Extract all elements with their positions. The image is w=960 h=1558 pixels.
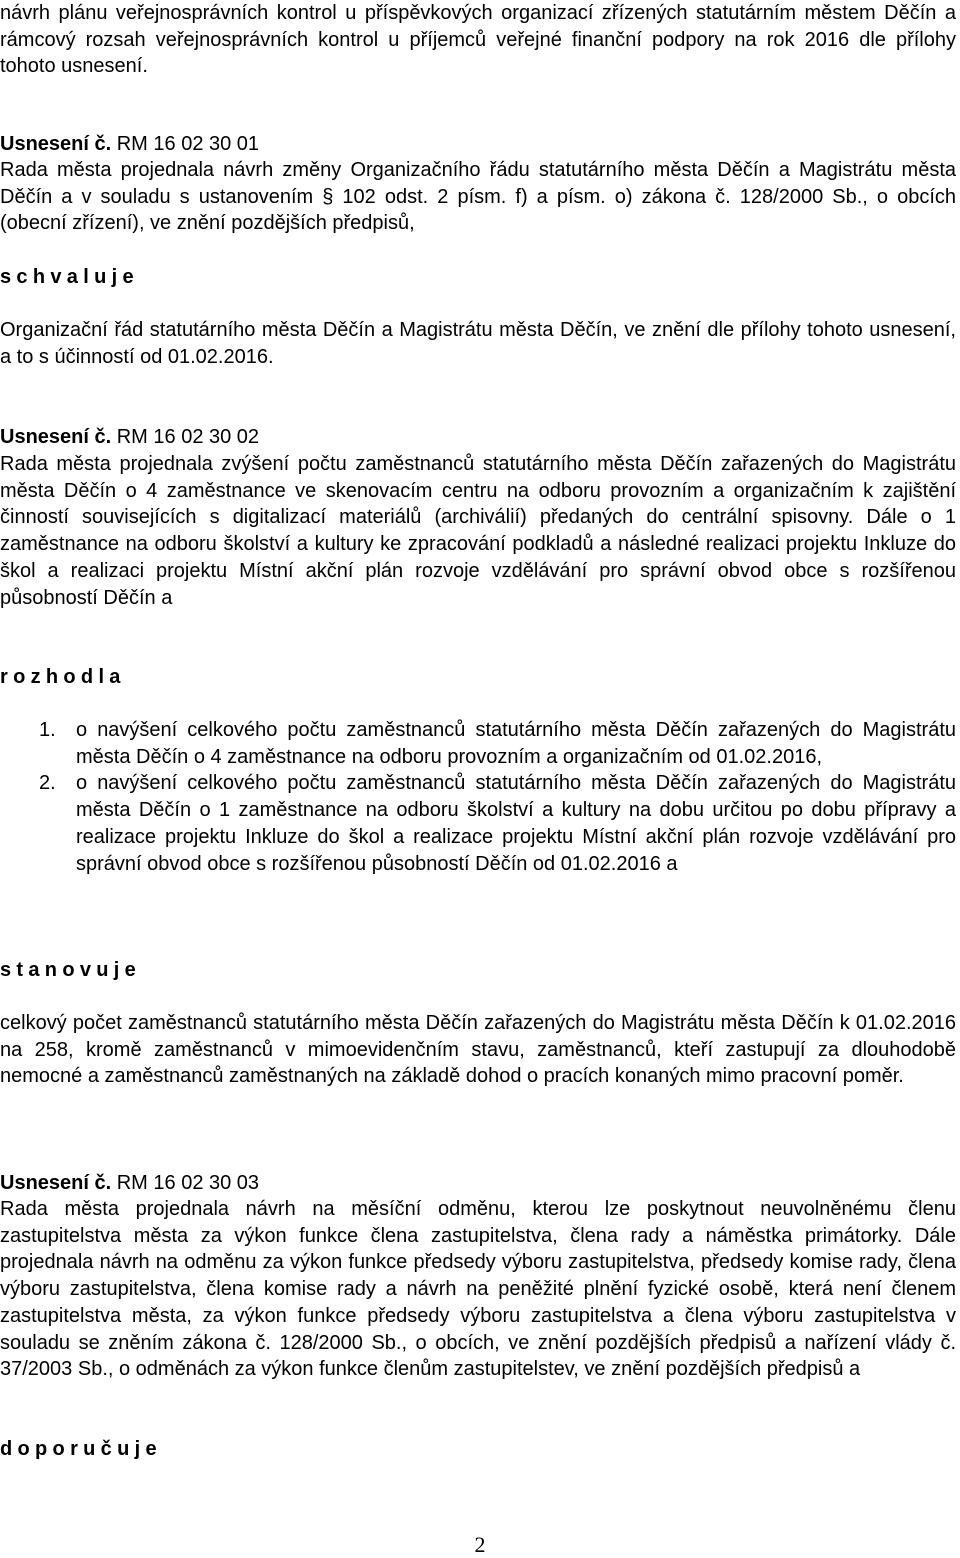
list-item <box>0 717 956 770</box>
verb-schvaluje: schvaluje <box>0 266 139 288</box>
resolution-heading-1 <box>0 131 259 157</box>
verb-doporucuje: doporučuje <box>0 1438 162 1460</box>
resolution-label: Usnesení č. <box>0 133 112 155</box>
resolution-heading-2 <box>0 424 259 450</box>
decision-list <box>0 717 956 877</box>
resolution-body-3: Rada města projednala návrh na měsíční odměnu, kterou lze poskytnout neuvolněnému členu zastupitelstva města za výkon funkce člena zastupitelstva, člena rady a náměstka primátorky. Dále projednala návrh na odměnu za výkon funkce předsedy výboru zastupitelstva, předsedy komise rady, člena výboru zastupitelstva, člena komise rady a návrh na peněžité plnění fyzické osobě, která není členem zastupitelstva města, za výkon funkce předsedy výboru zastupitelstva a člena výboru zastupitelstva v souladu se zněním zákona č. 128/2000 Sb., o obcích, ve znění pozdějších předpisů a nařízení vlády č. 37/2003 Sb., o odměnách za výkon funkce členům zastupitelstev, ve znění pozdějších předpisů a <box>0 1198 956 1381</box>
resolution-number: RM 16 02 30 01 <box>116 133 260 155</box>
resolution-number: RM 16 02 30 02 <box>116 426 260 448</box>
resolution-number: RM 16 02 30 03 <box>116 1172 260 1194</box>
list-item-text: o navýšení celkového počtu zaměstnanců statutárního města Děčín zařazených do Magistrátu města Děčín o 4 zaměstnance na odboru provozním a organizačním od 01.02.2016, <box>76 719 956 768</box>
decision-1: Organizační řád statutárního města Děčín a Magistrátu města Děčín, ve znění dle přílohy tohoto usnesení, a to s účinností od 01.02.2016. <box>0 319 956 368</box>
list-item <box>0 770 956 877</box>
intro-paragraph: návrh plánu veřejnosprávních kontrol u příspěvkových organizací zřízených statutárním městem Děčín a rámcový rozsah veřejnosprávních kontrol u příjemců veřejné finanční podpory na rok 2016 dle přílohy tohoto usnesení. <box>0 2 956 78</box>
resolution-label: Usnesení č. <box>0 426 112 448</box>
list-item-number: 2. <box>39 772 56 795</box>
decision-2: celkový počet zaměstnanců statutárního města Děčín zařazených do Magistrátu města Děčín k 01.02.2016 na 258, kromě zaměstnanců v mimoevidenčním stavu, zaměstnanců, kteří zastupují za dlouhodobě nemocné a zaměstnanců zaměstnaných na základě dohod o pracích konaných mimo pracovní poměr. <box>0 1012 956 1088</box>
resolution-label: Usnesení č. <box>0 1172 112 1194</box>
resolution-body-1: Rada města projednala návrh změny Organizačního řádu statutárního města Děčín a Magistrátu města Děčín a v souladu s ustanovením § 102 odst. 2 písm. f) a písm. o) zákona č. 128/2000 Sb., o obcích (obecní zřízení), ve znění pozdějších předpisů, <box>0 159 956 235</box>
list-item-number: 1. <box>39 719 56 741</box>
resolution-body-2: Rada města projednala zvýšení počtu zaměstnanců statutárního města Děčín zařazených do Magistrátu města Děčín o 4 zaměstnance ve skenovacím centru na odboru provozním a organizačním k zajištění činností souvisejících s digitalizací materiálů (archiválií) předaných do centrální spisovny. Dále o 1 zaměstnance na odboru školství a kultury ke zpracování podkladů a následné realizaci projektu Inkluze do škol a realizaci projektu Místní akční plán rozvoje vzdělávání pro správní obvod obce s rozšířenou působností Děčín a <box>0 453 956 609</box>
list-item-text: o navýšení celkového počtu zaměstnanců statutárního města Děčín zařazených do Magistrátu města Děčín o 1 zaměstnance na odboru školství a kultury na dobu určitou po dobu přípravy a realizace projektu Inkluze do škol a realizace projektu Místní akční plán rozvoje vzdělávání pro správní obvod obce s rozšířenou působností Děčín od 01.02.2016 a <box>76 772 956 875</box>
verb-rozhodla: rozhodla <box>0 666 126 688</box>
verb-stanovuje: stanovuje <box>0 959 142 981</box>
resolution-heading-3 <box>0 1170 259 1196</box>
page-number: 2 <box>474 1532 486 1557</box>
